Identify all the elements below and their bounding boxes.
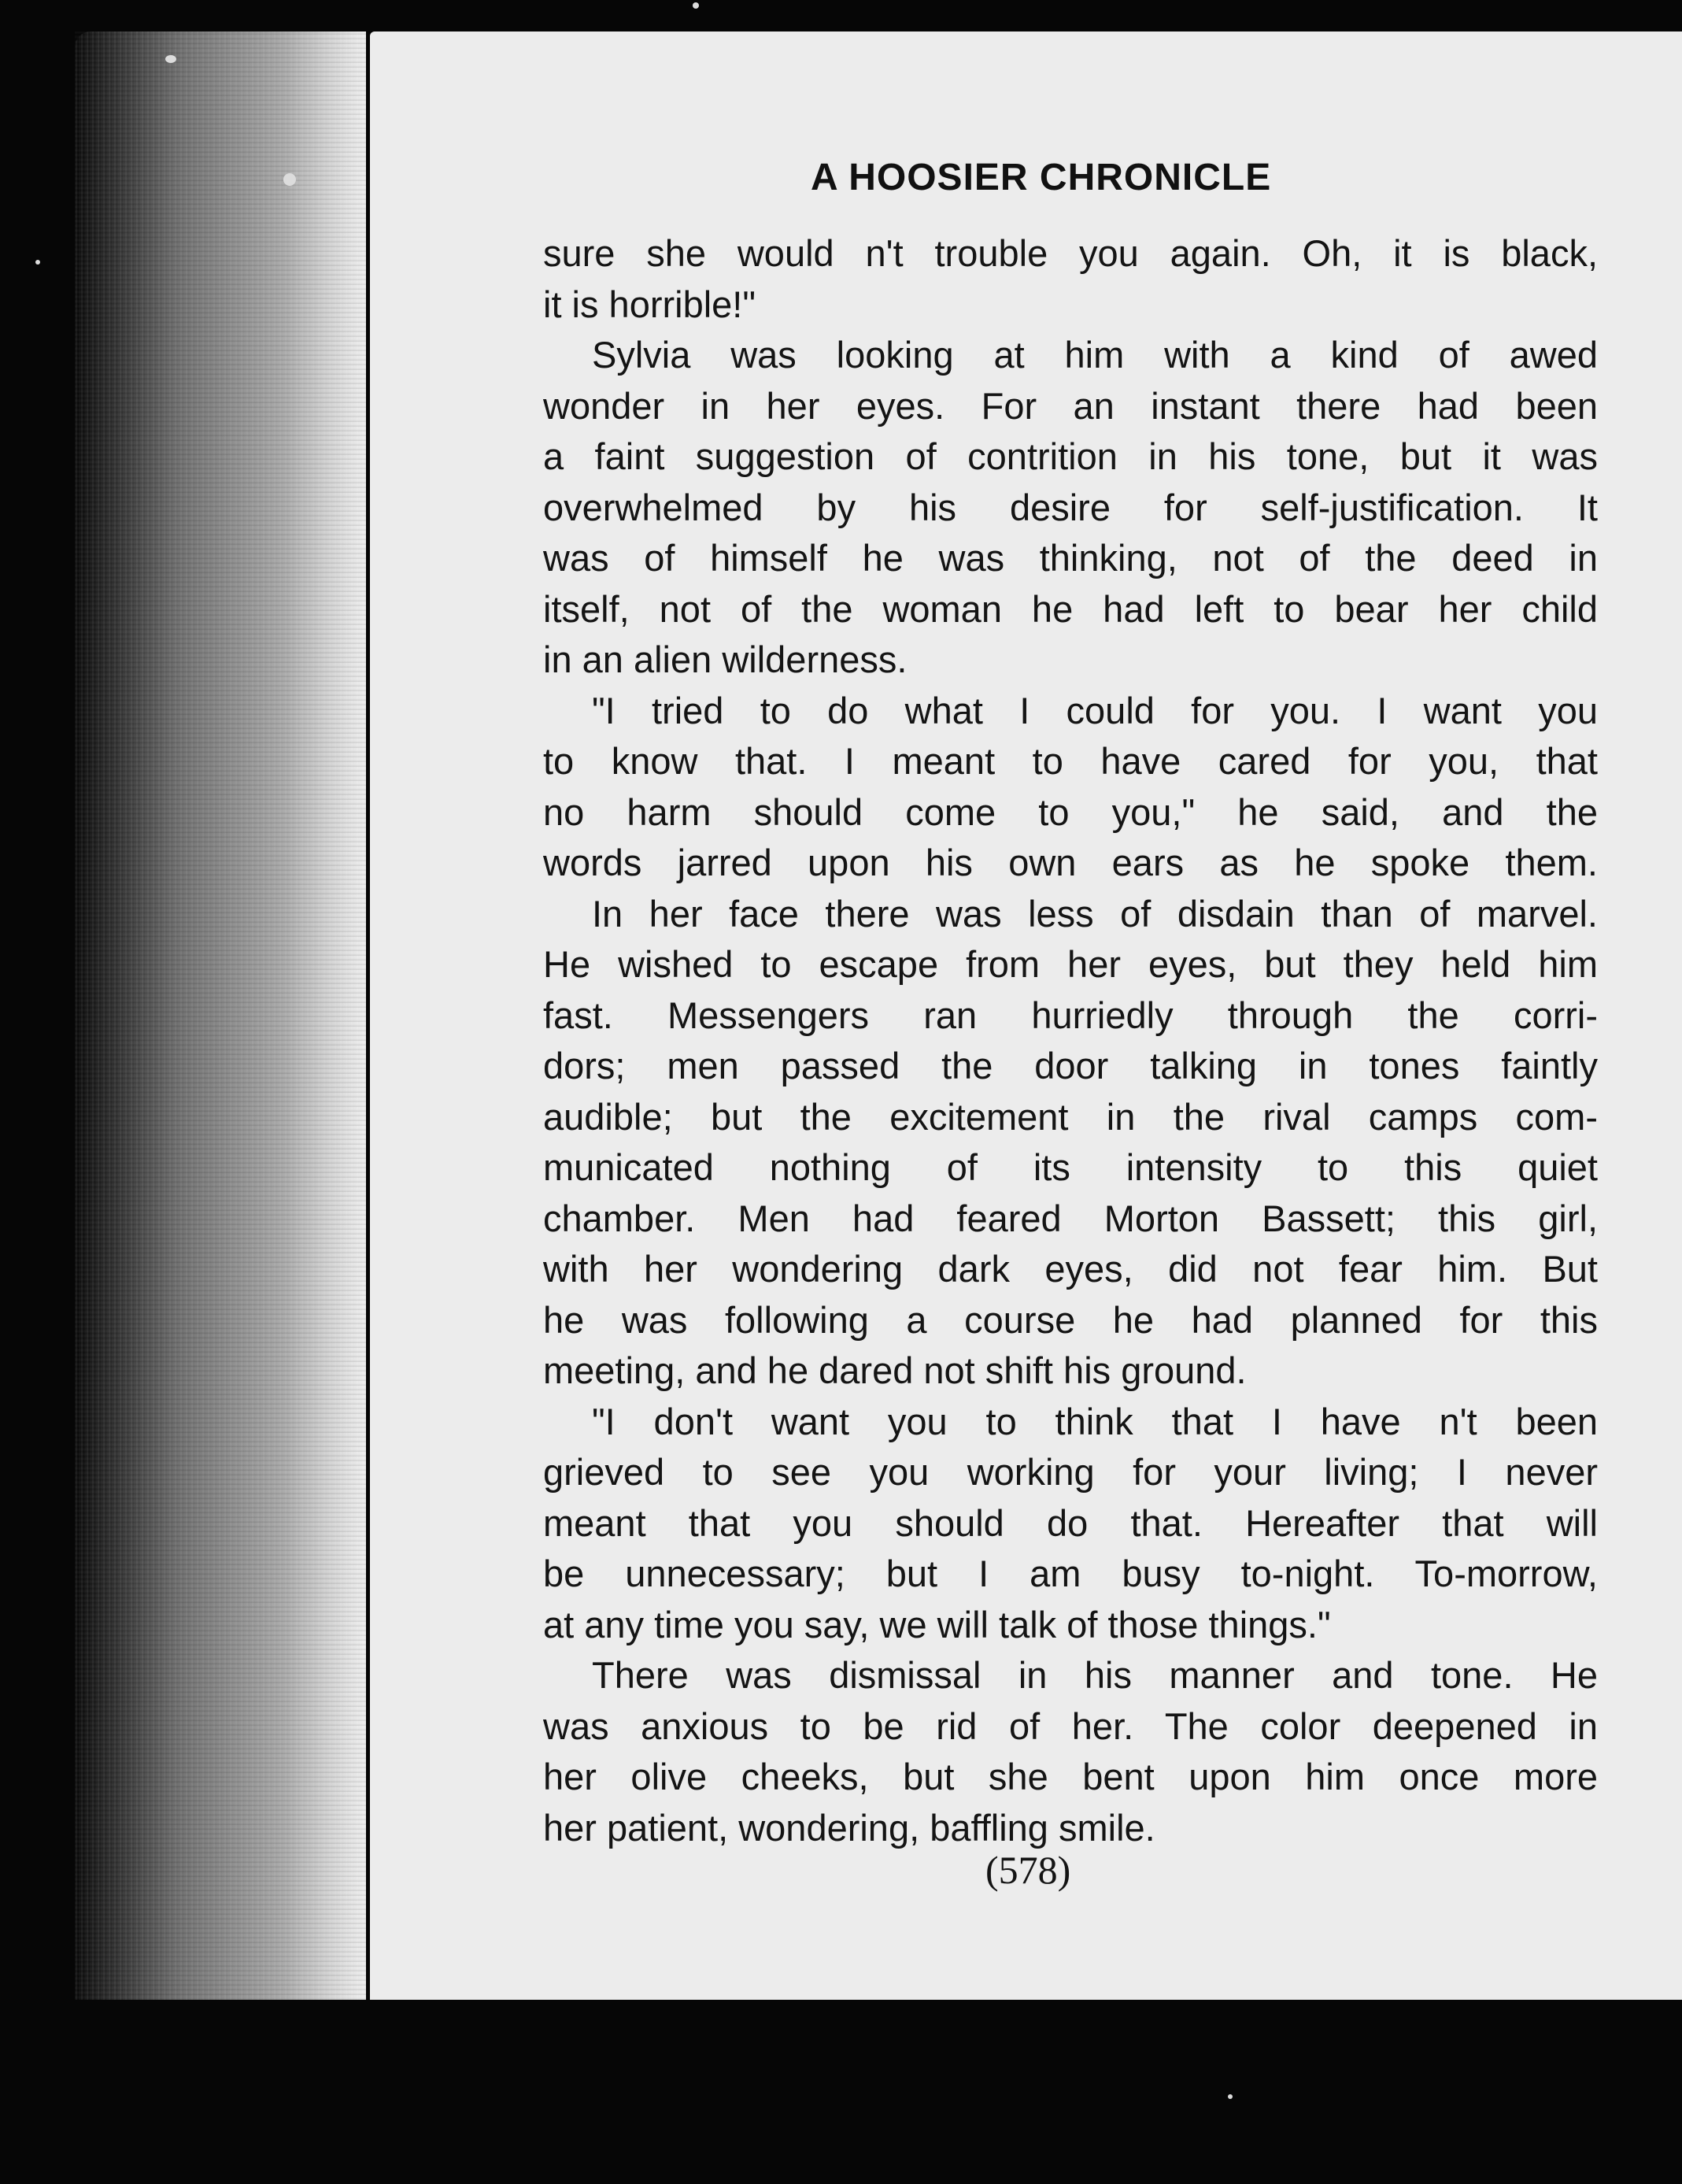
text-line: her olive cheeks, but she bent upon him once more: [543, 1756, 1598, 1797]
dust-speck: [283, 173, 296, 186]
text-line: a faint suggestion of contrition in his tone, but it was: [543, 435, 1598, 477]
text-line: municated nothing of its intensity to this quiet: [543, 1146, 1598, 1188]
text-line: audible; but the excitement in the rival camps com-: [543, 1095, 1598, 1138]
text-line: "I tried to do what I could for you. I want you: [592, 689, 1598, 731]
text-line: sure she would n't trouble you again. Oh, it is black,: [543, 232, 1598, 274]
text-line: itself, not of the woman he had left to bear her child: [543, 587, 1598, 630]
dust-speck: [165, 55, 176, 63]
text-line: at any time you say, we will talk of those things.": [543, 1603, 1331, 1645]
text-line: fast. Messengers ran hurriedly through the corri-: [543, 994, 1598, 1036]
text-line: her patient, wondering, baffling smile.: [543, 1806, 1155, 1849]
text-line: no harm should come to you," he said, and the: [543, 790, 1598, 833]
text-line: in an alien wilderness.: [543, 639, 908, 680]
text-line: wonder in her eyes. For an instant there had been: [543, 384, 1598, 427]
text-line: In her face there was less of disdain than of marvel.: [592, 892, 1598, 935]
text-line: words jarred upon his own ears as he spoke them.: [543, 842, 1598, 883]
text-line: was anxious to be rid of her. The color deepened in: [543, 1705, 1598, 1747]
dust-speck: [1228, 2094, 1233, 2099]
text-line: with her wondering dark eyes, did not fear him. But: [543, 1248, 1598, 1290]
text-line: dors; men passed the door talking in tones faintly: [543, 1045, 1598, 1086]
text-line: chamber. Men had feared Morton Bassett; this girl,: [543, 1197, 1598, 1239]
book-edge-texture: [75, 31, 366, 2000]
text-line: He wished to escape from her eyes, but they held him: [543, 943, 1598, 985]
text-line: meeting, and he dared not shift his ground.: [543, 1349, 1247, 1391]
text-line: it is horrible!": [543, 283, 756, 325]
text-line: to know that. I meant to have cared for you, that: [543, 740, 1598, 782]
text-line: Sylvia was looking at him with a kind of awed: [592, 334, 1598, 376]
text-line: grieved to see you working for your living; I never: [543, 1451, 1598, 1493]
text-line: There was dismissal in his manner and tone. He: [592, 1654, 1598, 1696]
running-header: A HOOSIER CHRONICLE: [811, 157, 1272, 198]
text-line: he was following a course he had planned for this: [543, 1298, 1598, 1341]
text-line: overwhelmed by his desire for self-justification. It: [543, 486, 1598, 528]
text-line: meant that you should do that. Hereafter that will: [543, 1501, 1598, 1544]
dust-speck: [35, 260, 40, 265]
body-text: [543, 228, 1598, 1853]
page-number: (578): [985, 1848, 1071, 1892]
dust-speck: [693, 2, 699, 9]
text-line: be unnecessary; but I am busy to-night. To-morrow,: [543, 1553, 1598, 1594]
text-line: was of himself he was thinking, not of the deed in: [543, 537, 1598, 579]
text-line: "I don't want you to think that I have n't been: [592, 1400, 1598, 1442]
